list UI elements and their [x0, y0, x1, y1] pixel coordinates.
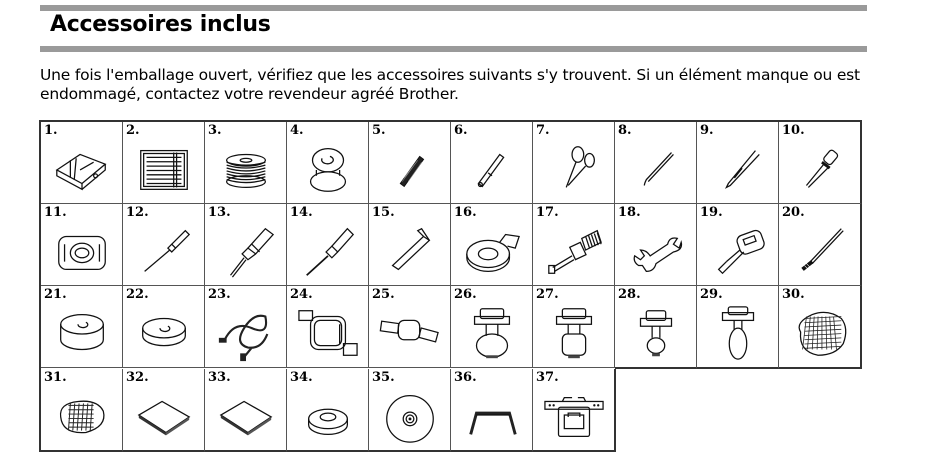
accessory-number: 29.: [700, 287, 723, 302]
accessory-number: 4.: [290, 123, 304, 138]
accessory-number: 31.: [44, 370, 67, 385]
bobbin-case-cleaner-icon: [51, 222, 113, 280]
accessory-cell: [287, 369, 369, 452]
accessory-number: 15.: [372, 205, 395, 220]
screwdriver-precision-icon: [297, 222, 359, 280]
accessory-number: 35.: [372, 370, 395, 385]
tweezers-icon: [625, 140, 687, 198]
accessory-cell: [533, 369, 616, 452]
accessory-cell: [615, 204, 697, 286]
accessory-cell: [369, 369, 451, 452]
accessories-grid: [39, 120, 862, 452]
embroidery-sheet-large-icon: [789, 304, 851, 362]
accessory-number: 18.: [618, 205, 641, 220]
cap-frame-square-icon: [543, 304, 605, 362]
accessory-number: 33.: [208, 370, 231, 385]
usb-cable-icon: [215, 304, 277, 362]
needle-set-icon: [133, 140, 195, 198]
accessory-number: 1.: [44, 123, 58, 138]
frame-holder-bar-icon: [461, 387, 523, 445]
accessory-cell: [369, 122, 451, 204]
section-title: Accessoires inclus: [50, 12, 271, 37]
cd-rom-icon: [379, 387, 441, 445]
accessory-cell: [779, 122, 862, 204]
accessory-number: 5.: [372, 123, 386, 138]
accessory-cell: [123, 286, 205, 368]
accessory-cell: [41, 122, 123, 204]
accessory-number: 24.: [290, 287, 313, 302]
wrench-icon: [625, 222, 687, 280]
embroidery-sheet-small-icon: [51, 387, 113, 445]
embroidery-frame-large-icon: [297, 304, 359, 362]
accessory-cell: [205, 369, 287, 452]
accessory-number: 19.: [700, 205, 723, 220]
accessory-number: 23.: [208, 287, 231, 302]
seam-ripper-icon: [461, 140, 523, 198]
bobbin-thread-icon: [215, 140, 277, 198]
accessory-cell: [451, 122, 533, 204]
accessory-cell: [41, 204, 123, 286]
accessory-cell: [533, 122, 615, 204]
accessory-cell: [615, 122, 697, 204]
accessory-number: 28.: [618, 287, 641, 302]
cleaning-brush-icon: [789, 222, 851, 280]
spool-cap-ring-icon: [297, 387, 359, 445]
frame-holder-plate-icon: [543, 387, 605, 445]
accessory-cell: [615, 286, 697, 369]
spool-cap-icon: [461, 222, 523, 280]
embroidery-frame-medium-icon: [379, 304, 441, 362]
accessory-number: 20.: [782, 205, 805, 220]
grid-row: [41, 204, 862, 286]
accessory-number: 10.: [782, 123, 805, 138]
screwdriver-large-icon: [215, 222, 277, 280]
accessory-cell: [369, 286, 451, 368]
hexagonal-screwdriver-icon: [543, 222, 605, 280]
accessory-cell: [533, 204, 615, 286]
accessory-cell: [697, 286, 779, 369]
spool-felt-small-icon: [133, 304, 195, 362]
needle-changer-icon: [707, 140, 769, 198]
disc-screwdriver-icon: [707, 222, 769, 280]
accessory-cell: [451, 204, 533, 286]
accessory-number: 6.: [454, 123, 468, 138]
accessory-cell: [533, 286, 615, 368]
manual-book-icon: [133, 387, 195, 445]
accessory-cell: [697, 204, 779, 286]
accessory-cell: [205, 286, 287, 368]
accessory-cell: [123, 122, 205, 204]
accessory-number: 36.: [454, 370, 477, 385]
spool-felt-large-icon: [51, 304, 113, 362]
accessory-number: 21.: [44, 287, 67, 302]
cap-frame-long-icon: [707, 304, 769, 362]
accessory-cell: [287, 204, 369, 286]
grid-row: [41, 369, 862, 452]
accessory-number: 16.: [454, 205, 477, 220]
title-bar-top-rule: [40, 5, 867, 11]
accessory-number: 25.: [372, 287, 395, 302]
accessory-cell: [205, 122, 287, 204]
accessory-number: 34.: [290, 370, 313, 385]
bobbin-icon: [297, 140, 359, 198]
accessory-cell: [451, 369, 533, 452]
accessory-number: 32.: [126, 370, 149, 385]
intro-paragraph: Une fois l'emballage ouvert, vérifiez que les accessoires suivants s'y trouvent. Si un élément manque ou est endommagé, contactez votre revendeur agréé Brother.: [40, 66, 860, 103]
accessory-number: 3.: [208, 123, 222, 138]
accessory-cell: [369, 204, 451, 286]
accessory-number: 14.: [290, 205, 313, 220]
accessory-cell: [779, 286, 862, 369]
spool-net-icon: [379, 140, 441, 198]
accessory-number: 9.: [700, 123, 714, 138]
accessory-number: 13.: [208, 205, 231, 220]
accessory-number: 26.: [454, 287, 477, 302]
cap-frame-small-icon: [625, 304, 687, 362]
accessory-cell: [287, 286, 369, 368]
accessory-cell: [697, 122, 779, 204]
accessory-cell: [123, 204, 205, 286]
accessory-number: 22.: [126, 287, 149, 302]
accessory-cell: [779, 204, 862, 286]
accessory-cell: [41, 286, 123, 368]
accessory-number: 7.: [536, 123, 550, 138]
title-bar-bottom-rule: [40, 46, 867, 52]
accessory-number: 30.: [782, 287, 805, 302]
scissors-icon: [543, 140, 605, 198]
accessory-number: 12.: [126, 205, 149, 220]
accessory-number: 8.: [618, 123, 632, 138]
grid-row: [41, 122, 862, 204]
allen-key-icon: [379, 222, 441, 280]
accessory-cell: [41, 369, 123, 452]
accessory-cell: [205, 204, 287, 286]
accessory-number: 11.: [44, 205, 67, 220]
accessory-number: 2.: [126, 123, 140, 138]
accessory-number: 27.: [536, 287, 559, 302]
accessory-cell: [287, 122, 369, 204]
oiler-icon: [789, 140, 851, 198]
accessory-cell: [123, 369, 205, 452]
grid-row: [41, 286, 862, 369]
accessory-number: 17.: [536, 205, 559, 220]
reference-book-icon: [215, 387, 277, 445]
accessory-cell: [451, 286, 533, 368]
accessory-number: 37.: [536, 370, 559, 385]
cap-frame-oval-icon: [461, 304, 523, 362]
accessory-case-icon: [51, 140, 113, 198]
screwdriver-small-icon: [133, 222, 195, 280]
